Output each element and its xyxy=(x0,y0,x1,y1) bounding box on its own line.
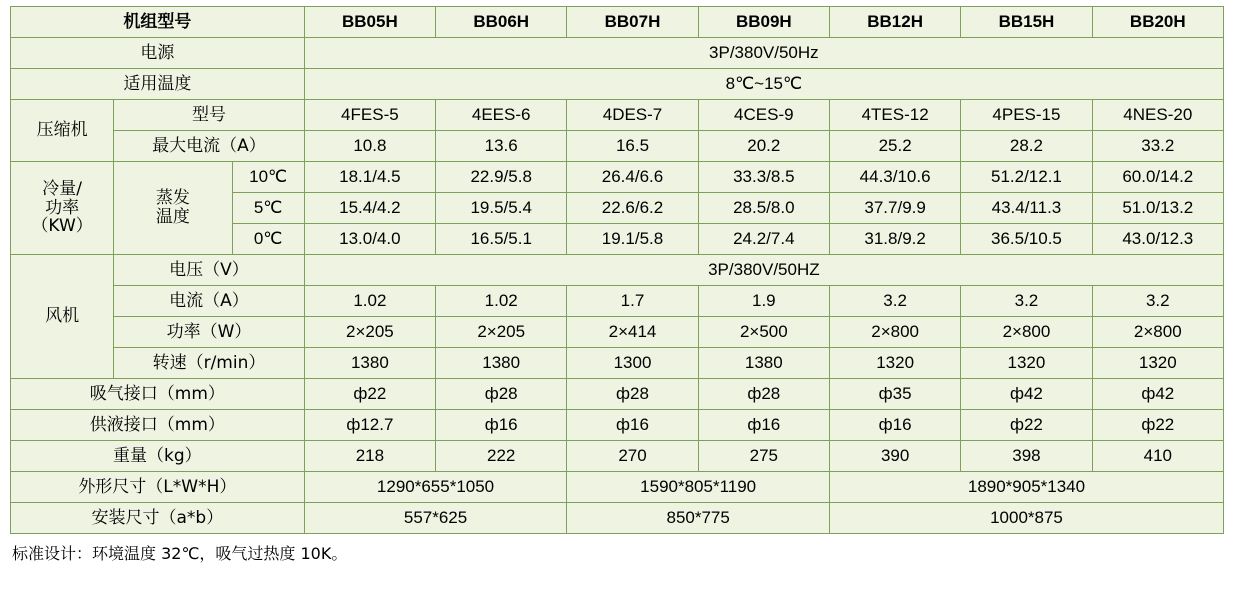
fan-current-bb06h: 1.02 xyxy=(436,286,567,317)
suction-port-bb15h: ф42 xyxy=(961,379,1092,410)
compressor-model-bb07h: 4DES-7 xyxy=(567,100,698,131)
table-footnote: 标准设计：环境温度 32℃，吸气过热度 10K。 xyxy=(12,544,348,563)
capacity-label-line1: 冷量/ xyxy=(42,178,82,199)
capacity-label-line3: （KW） xyxy=(31,216,93,237)
weight-bb12h: 390 xyxy=(829,441,960,472)
row-label-fan-voltage: 电压（V） xyxy=(114,255,304,286)
suction-port-bb06h: ф28 xyxy=(436,379,567,410)
table-row-power-supply xyxy=(11,38,1224,69)
value-power-supply: 3P/380V/50Hz xyxy=(304,38,1223,69)
liquid-port-bb09h: ф16 xyxy=(698,410,829,441)
suction-port-bb07h: ф28 xyxy=(567,379,698,410)
capacity-5c-bb09h: 28.5/8.0 xyxy=(698,193,829,224)
row-label-fan-current: 电流（A） xyxy=(114,286,304,317)
dimensions-group-3: 1890*905*1340 xyxy=(829,472,1223,503)
capacity-10c-bb20h: 60.0/14.2 xyxy=(1092,162,1223,193)
header-model-bb12h: BB12H xyxy=(829,7,960,38)
group-label-evap-temp xyxy=(114,162,232,255)
table-header-row xyxy=(11,7,1224,38)
table-row-fan-current xyxy=(11,286,1224,317)
capacity-10c-bb09h: 33.3/8.5 xyxy=(698,162,829,193)
table-row-compressor-model xyxy=(11,100,1224,131)
fan-current-bb20h: 3.2 xyxy=(1092,286,1223,317)
value-fan-voltage: 3P/380V/50HZ xyxy=(304,255,1223,286)
compressor-current-bb15h: 28.2 xyxy=(961,131,1092,162)
evap-label-line1: 蒸发 xyxy=(155,188,190,209)
fan-power-bb20h: 2×800 xyxy=(1092,317,1223,348)
fan-speed-bb05h: 1380 xyxy=(304,348,435,379)
fan-speed-bb07h: 1300 xyxy=(567,348,698,379)
row-label-compressor-model: 型号 xyxy=(114,100,304,131)
header-model-bb15h: BB15H xyxy=(961,7,1092,38)
row-label-suction-port: 吸气接口（mm） xyxy=(11,379,305,410)
capacity-0c-bb15h: 36.5/10.5 xyxy=(961,224,1092,255)
suction-port-bb12h: ф35 xyxy=(829,379,960,410)
capacity-0c-bb06h: 16.5/5.1 xyxy=(436,224,567,255)
suction-port-bb20h: ф42 xyxy=(1092,379,1223,410)
header-model-label: 机组型号 xyxy=(11,7,305,38)
capacity-5c-bb05h: 15.4/4.2 xyxy=(304,193,435,224)
fan-speed-bb20h: 1320 xyxy=(1092,348,1223,379)
value-temp-range: 8℃~15℃ xyxy=(304,69,1223,100)
dimensions-group-1: 1290*655*1050 xyxy=(304,472,567,503)
fan-power-bb09h: 2×500 xyxy=(698,317,829,348)
weight-bb07h: 270 xyxy=(567,441,698,472)
fan-power-bb06h: 2×205 xyxy=(436,317,567,348)
mounting-group-2: 850*775 xyxy=(567,503,830,534)
fan-current-bb05h: 1.02 xyxy=(304,286,435,317)
row-label-power-supply: 电源 xyxy=(11,38,305,69)
dimensions-group-2: 1590*805*1190 xyxy=(567,472,830,503)
table-row-suction-port xyxy=(11,379,1224,410)
suction-port-bb09h: ф28 xyxy=(698,379,829,410)
capacity-label-line2: 功率 xyxy=(45,197,80,218)
liquid-port-bb07h: ф16 xyxy=(567,410,698,441)
row-label-capacity-5c: 5℃ xyxy=(232,193,304,224)
header-model-bb09h: BB09H xyxy=(698,7,829,38)
capacity-10c-bb15h: 51.2/12.1 xyxy=(961,162,1092,193)
fan-current-bb15h: 3.2 xyxy=(961,286,1092,317)
fan-power-bb05h: 2×205 xyxy=(304,317,435,348)
fan-speed-bb15h: 1320 xyxy=(961,348,1092,379)
fan-power-bb07h: 2×414 xyxy=(567,317,698,348)
table-row-temp-range xyxy=(11,69,1224,100)
weight-bb05h: 218 xyxy=(304,441,435,472)
capacity-0c-bb12h: 31.8/9.2 xyxy=(829,224,960,255)
fan-current-bb09h: 1.9 xyxy=(698,286,829,317)
weight-bb06h: 222 xyxy=(436,441,567,472)
capacity-10c-bb05h: 18.1/4.5 xyxy=(304,162,435,193)
fan-power-bb12h: 2×800 xyxy=(829,317,960,348)
compressor-model-bb20h: 4NES-20 xyxy=(1092,100,1223,131)
table-row-dimensions xyxy=(11,472,1224,503)
liquid-port-bb12h: ф16 xyxy=(829,410,960,441)
fan-speed-bb06h: 1380 xyxy=(436,348,567,379)
row-label-capacity-0c: 0℃ xyxy=(232,224,304,255)
compressor-model-bb06h: 4EES-6 xyxy=(436,100,567,131)
suction-port-bb05h: ф22 xyxy=(304,379,435,410)
compressor-current-bb12h: 25.2 xyxy=(829,131,960,162)
row-label-compressor-max-current: 最大电流（A） xyxy=(114,131,304,162)
compressor-model-bb12h: 4TES-12 xyxy=(829,100,960,131)
capacity-0c-bb07h: 19.1/5.8 xyxy=(567,224,698,255)
compressor-model-bb09h: 4CES-9 xyxy=(698,100,829,131)
capacity-5c-bb15h: 43.4/11.3 xyxy=(961,193,1092,224)
compressor-current-bb20h: 33.2 xyxy=(1092,131,1223,162)
row-label-liquid-port: 供液接口（mm） xyxy=(11,410,305,441)
compressor-current-bb09h: 20.2 xyxy=(698,131,829,162)
table-row-fan-speed xyxy=(11,348,1224,379)
row-label-fan-power: 功率（W） xyxy=(114,317,304,348)
capacity-10c-bb07h: 26.4/6.6 xyxy=(567,162,698,193)
table-row-mounting xyxy=(11,503,1224,534)
liquid-port-bb15h: ф22 xyxy=(961,410,1092,441)
specification-table xyxy=(10,6,1224,534)
liquid-port-bb05h: ф12.7 xyxy=(304,410,435,441)
row-label-fan-speed: 转速（r/min） xyxy=(114,348,304,379)
header-model-bb06h: BB06H xyxy=(436,7,567,38)
compressor-model-bb05h: 4FES-5 xyxy=(304,100,435,131)
header-model-bb20h: BB20H xyxy=(1092,7,1223,38)
fan-speed-bb12h: 1320 xyxy=(829,348,960,379)
capacity-5c-bb06h: 19.5/5.4 xyxy=(436,193,567,224)
fan-current-bb12h: 3.2 xyxy=(829,286,960,317)
compressor-current-bb05h: 10.8 xyxy=(304,131,435,162)
capacity-5c-bb07h: 22.6/6.2 xyxy=(567,193,698,224)
capacity-10c-bb06h: 22.9/5.8 xyxy=(436,162,567,193)
liquid-port-bb20h: ф22 xyxy=(1092,410,1223,441)
header-model-bb05h: BB05H xyxy=(304,7,435,38)
compressor-current-bb06h: 13.6 xyxy=(436,131,567,162)
fan-speed-bb09h: 1380 xyxy=(698,348,829,379)
row-label-mounting: 安装尺寸（a*b） xyxy=(11,503,305,534)
table-row-fan-voltage xyxy=(11,255,1224,286)
weight-bb15h: 398 xyxy=(961,441,1092,472)
table-row-liquid-port xyxy=(11,410,1224,441)
group-label-fan: 风机 xyxy=(11,255,114,379)
row-label-dimensions: 外形尺寸（L*W*H） xyxy=(11,472,305,503)
capacity-5c-bb12h: 37.7/9.9 xyxy=(829,193,960,224)
compressor-model-bb15h: 4PES-15 xyxy=(961,100,1092,131)
capacity-5c-bb20h: 51.0/13.2 xyxy=(1092,193,1223,224)
weight-bb20h: 410 xyxy=(1092,441,1223,472)
capacity-0c-bb20h: 43.0/12.3 xyxy=(1092,224,1223,255)
table-row-fan-power xyxy=(11,317,1224,348)
row-label-temp-range: 适用温度 xyxy=(11,69,305,100)
liquid-port-bb06h: ф16 xyxy=(436,410,567,441)
evap-label-line2: 温度 xyxy=(155,207,190,227)
fan-power-bb15h: 2×800 xyxy=(961,317,1092,348)
table-row-capacity-10c xyxy=(11,162,1224,193)
weight-bb09h: 275 xyxy=(698,441,829,472)
capacity-0c-bb09h: 24.2/7.4 xyxy=(698,224,829,255)
group-label-capacity xyxy=(11,162,114,255)
capacity-10c-bb12h: 44.3/10.6 xyxy=(829,162,960,193)
mounting-group-1: 557*625 xyxy=(304,503,567,534)
header-model-bb07h: BB07H xyxy=(567,7,698,38)
capacity-0c-bb05h: 13.0/4.0 xyxy=(304,224,435,255)
row-label-weight: 重量（kg） xyxy=(11,441,305,472)
group-label-compressor: 压缩机 xyxy=(11,100,114,162)
mounting-group-3: 1000*875 xyxy=(829,503,1223,534)
table-row-compressor-max-current xyxy=(11,131,1224,162)
row-label-capacity-10c: 10℃ xyxy=(232,162,304,193)
table-row-weight xyxy=(11,441,1224,472)
fan-current-bb07h: 1.7 xyxy=(567,286,698,317)
compressor-current-bb07h: 16.5 xyxy=(567,131,698,162)
